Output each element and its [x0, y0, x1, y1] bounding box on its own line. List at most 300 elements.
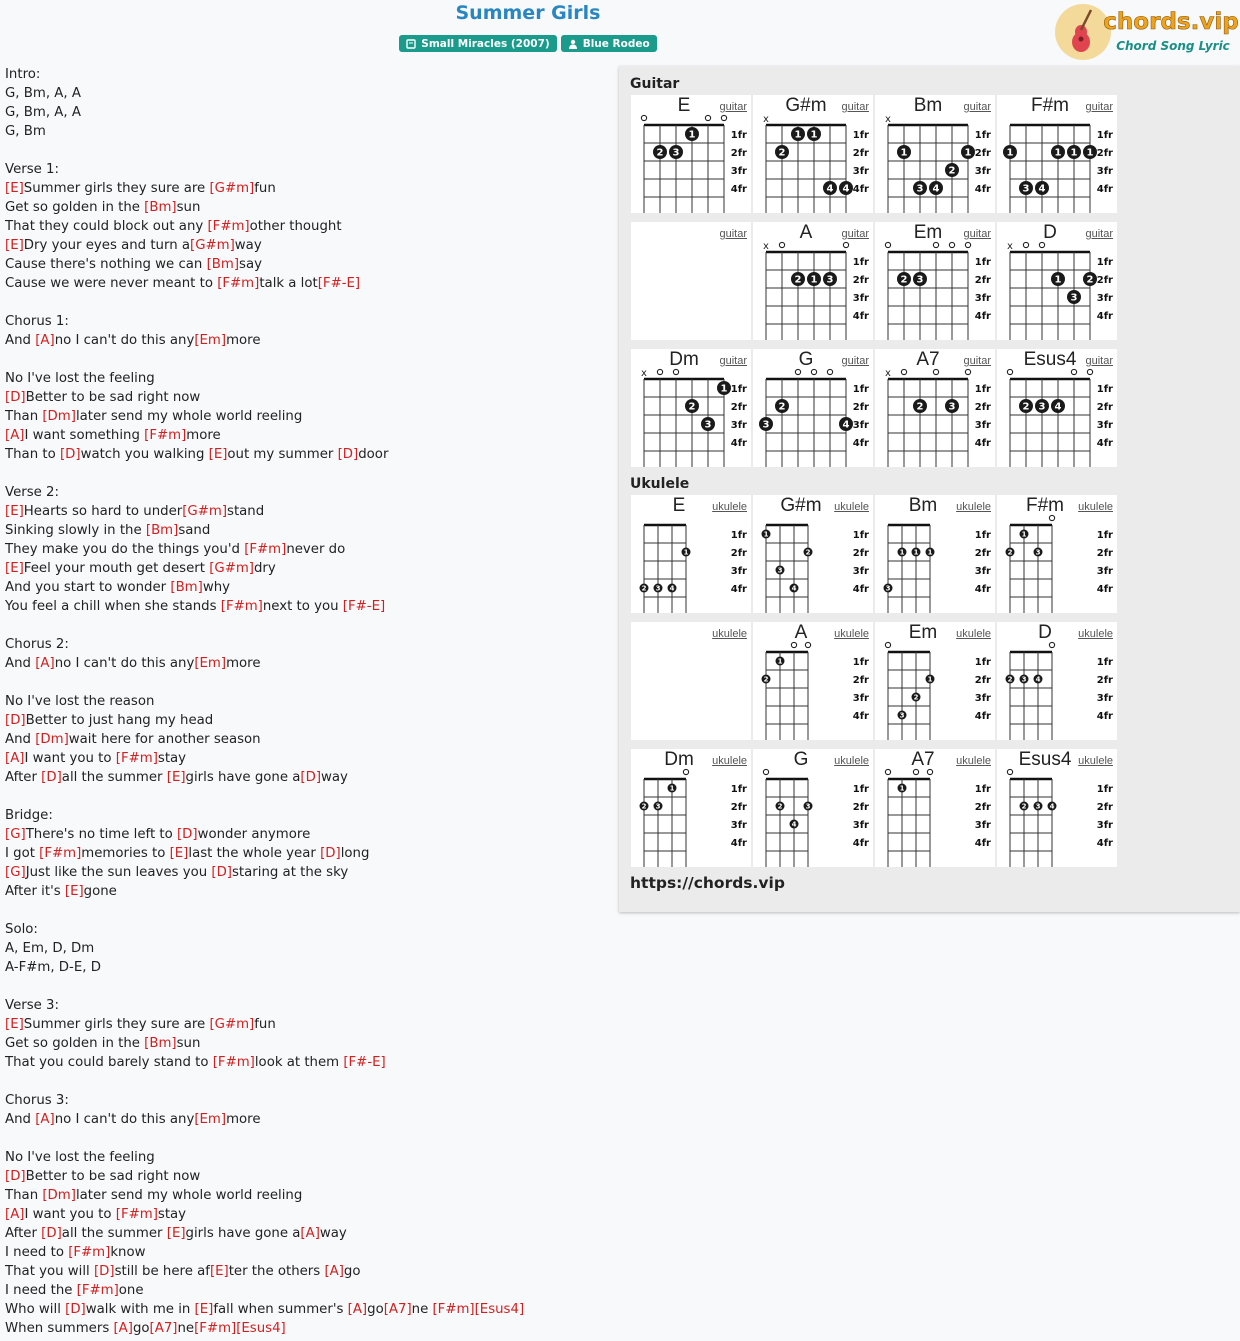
- lyric-text: Than: [5, 409, 43, 424]
- instrument-link[interactable]: ukulele: [1078, 501, 1113, 513]
- fret-label: 2fr: [730, 802, 747, 813]
- fret-label: 1fr: [1096, 657, 1113, 668]
- lyric-line: [5, 122, 610, 141]
- book-icon: [406, 39, 416, 49]
- instrument-link[interactable]: guitar: [841, 101, 869, 113]
- instrument-link[interactable]: ukulele: [834, 628, 869, 640]
- chord-marker[interactable]: [D]: [41, 770, 62, 785]
- chord-marker[interactable]: [D]: [337, 447, 359, 462]
- lyric-line: [5, 711, 610, 730]
- chord-marker[interactable]: [Bm]: [144, 1036, 177, 1051]
- lyric-text: go: [367, 1302, 384, 1317]
- lyric-text: Who will: [5, 1302, 66, 1317]
- svg-text:1: 1: [1086, 147, 1094, 159]
- fret-label: 4fr: [852, 711, 869, 722]
- chord-marker[interactable]: [D]: [176, 827, 198, 842]
- lyric-line: [5, 84, 610, 103]
- lyric-line: [5, 578, 610, 597]
- chord-marker[interactable]: [D]: [5, 1169, 26, 1184]
- lyric-text: And: [5, 1112, 36, 1127]
- finger-dot: [1006, 675, 1015, 684]
- lyric-line: [5, 1319, 610, 1338]
- instrument-link[interactable]: guitar: [963, 228, 991, 240]
- muted-string-marker: x: [885, 368, 891, 379]
- chord-marker[interactable]: [G#m]: [209, 561, 254, 576]
- chord-marker[interactable]: [Bm]: [206, 257, 240, 272]
- chord-marker[interactable]: [F#m]: [244, 542, 287, 557]
- finger-dot: [804, 548, 813, 557]
- fret-label: 3fr: [1096, 820, 1113, 831]
- chord-marker[interactable]: [E]: [5, 561, 24, 576]
- lyric-line: [5, 863, 610, 882]
- finger-dot: [839, 417, 853, 431]
- lyric-line: [5, 920, 610, 939]
- finger-dot: [884, 584, 893, 593]
- chord-marker[interactable]: [F#m]: [432, 1302, 475, 1317]
- fret-label: 4fr: [852, 584, 869, 595]
- finger-dot: [1051, 272, 1065, 286]
- chord-card[interactable]: [753, 622, 873, 740]
- chord-marker[interactable]: [D]: [65, 1302, 86, 1317]
- svg-text:2: 2: [777, 802, 783, 811]
- fret-label: 3fr: [852, 420, 869, 431]
- svg-text:3: 3: [948, 401, 956, 413]
- svg-text:2: 2: [1007, 675, 1013, 684]
- instrument-link[interactable]: ukulele: [1078, 628, 1113, 640]
- chord-card[interactable]: [997, 749, 1117, 867]
- svg-text:1: 1: [1021, 530, 1027, 539]
- chord-marker[interactable]: [A]: [35, 656, 55, 671]
- svg-text:4: 4: [1049, 802, 1055, 811]
- finger-dot: [1034, 675, 1043, 684]
- svg-text:3: 3: [1021, 675, 1027, 684]
- chord-card[interactable]: [875, 222, 995, 340]
- instrument-link[interactable]: ukulele: [712, 628, 747, 640]
- lyric-text: stay: [157, 1207, 187, 1222]
- lyric-line: [5, 635, 610, 654]
- chord-name: A: [799, 222, 813, 243]
- chord-marker[interactable]: [E]: [169, 846, 189, 861]
- chord-marker[interactable]: [A]: [113, 1321, 133, 1336]
- lyric-line: [5, 103, 610, 122]
- chord-marker[interactable]: [Dm]: [42, 1188, 76, 1203]
- lyric-text: Solo:: [5, 922, 38, 937]
- chord-card[interactable]: [631, 495, 751, 613]
- chord-marker[interactable]: [D]: [300, 770, 322, 785]
- chord-marker[interactable]: [F#m]: [217, 276, 260, 291]
- chord-name: A7: [916, 349, 940, 370]
- svg-text:1: 1: [964, 147, 972, 159]
- chord-marker[interactable]: [F#m]: [144, 428, 187, 443]
- chord-card[interactable]: [875, 495, 995, 613]
- instrument-link[interactable]: ukulele: [956, 755, 991, 767]
- finger-dot: [926, 548, 935, 557]
- lyric-line: [5, 597, 610, 616]
- fret-label: 1fr: [852, 130, 869, 141]
- instrument-link[interactable]: ukulele: [1078, 755, 1113, 767]
- svg-text:1: 1: [669, 784, 675, 793]
- finger-dot: [897, 272, 911, 286]
- chord-marker[interactable]: [E]: [5, 1017, 24, 1032]
- lyric-text: I want you to: [24, 1207, 116, 1222]
- chord-card[interactable]: [631, 349, 751, 467]
- svg-text:3: 3: [899, 711, 905, 720]
- chord-marker[interactable]: [E]: [64, 884, 84, 899]
- instrument-link[interactable]: ukulele: [712, 755, 747, 767]
- chord-marker[interactable]: [F#m]: [39, 846, 82, 861]
- fret-label: 3fr: [852, 293, 869, 304]
- chord-marker[interactable]: [F#m]: [207, 219, 250, 234]
- chord-card[interactable]: [997, 349, 1117, 467]
- site-url[interactable]: https://chords.vip: [630, 874, 785, 892]
- fret-label: 3fr: [730, 166, 747, 177]
- chord-marker[interactable]: [F#m]: [115, 751, 158, 766]
- svg-text:3: 3: [762, 419, 770, 431]
- lyric-text: fun: [254, 1017, 276, 1032]
- svg-text:4: 4: [791, 820, 797, 829]
- fret-label: 2fr: [974, 548, 991, 559]
- chord-marker[interactable]: [D]: [320, 846, 341, 861]
- site-logo[interactable]: [1054, 2, 1240, 62]
- lyric-text: Sinking slowly in the: [5, 523, 146, 538]
- lyric-text: way: [321, 770, 348, 785]
- chord-marker[interactable]: [F#m]: [212, 1055, 255, 1070]
- chord-marker[interactable]: [G#m]: [182, 504, 228, 519]
- lyric-text: Verse 2:: [5, 485, 59, 500]
- fret-label: 3fr: [730, 820, 747, 831]
- lyric-text: gone: [83, 884, 117, 899]
- chord-marker[interactable]: [Em]: [194, 1112, 227, 1127]
- chord-name: A7: [911, 749, 935, 770]
- chord-marker[interactable]: [A]: [347, 1302, 368, 1317]
- lyric-line: [5, 673, 610, 692]
- chord-marker[interactable]: [Dm]: [35, 732, 69, 747]
- lyric-text: next to you: [262, 599, 343, 614]
- instrument-link[interactable]: ukulele: [712, 501, 747, 513]
- finger-dot: [790, 584, 799, 593]
- chord-marker[interactable]: [D]: [41, 1226, 62, 1241]
- fret-label: 2fr: [1096, 402, 1113, 413]
- lyric-line: [5, 483, 610, 502]
- finger-dot: [1083, 272, 1097, 286]
- instrument-link[interactable]: ukulele: [956, 501, 991, 513]
- lyric-line: [5, 939, 610, 958]
- lyric-text: No I've lost the feeling: [5, 1150, 155, 1165]
- fret-label: 3fr: [974, 566, 991, 577]
- chord-card[interactable]: [631, 749, 751, 867]
- chord-marker[interactable]: [D]: [5, 713, 26, 728]
- fret-label: 2fr: [852, 675, 869, 686]
- chord-marker[interactable]: [G#m]: [190, 238, 235, 253]
- chord-marker[interactable]: [G#m]: [209, 181, 255, 196]
- finger-dot: [945, 163, 959, 177]
- chord-marker[interactable]: [Esus4]: [236, 1321, 286, 1336]
- lyric-text: out my summer: [227, 447, 338, 462]
- chord-marker[interactable]: [A]: [5, 1207, 25, 1222]
- chord-card[interactable]: [875, 749, 995, 867]
- fret-label: 2fr: [974, 675, 991, 686]
- lyric-line: [5, 616, 610, 635]
- finger-dot: [807, 272, 821, 286]
- chord-marker[interactable]: [E]: [194, 1302, 214, 1317]
- instrument-link[interactable]: guitar: [963, 101, 991, 113]
- fret-label: 2fr: [730, 548, 747, 559]
- finger-dot: [1034, 548, 1043, 557]
- finger-dot: [1051, 399, 1065, 413]
- svg-text:3: 3: [916, 183, 924, 195]
- chord-name: D: [1043, 222, 1057, 243]
- chord-marker[interactable]: [D]: [211, 865, 232, 880]
- svg-text:2: 2: [688, 401, 696, 413]
- chord-card[interactable]: [753, 222, 873, 340]
- chord-marker[interactable]: [Dm]: [42, 409, 76, 424]
- fret-label: 2fr: [974, 402, 991, 413]
- chord-card[interactable]: [753, 349, 873, 467]
- svg-text:4: 4: [1038, 183, 1046, 195]
- svg-text:1: 1: [1070, 147, 1078, 159]
- chord-marker[interactable]: [Em]: [194, 656, 227, 671]
- chord-card[interactable]: [875, 622, 995, 740]
- svg-text:3: 3: [1022, 183, 1030, 195]
- chord-marker[interactable]: [A]: [300, 1226, 320, 1241]
- chord-marker[interactable]: [Bm]: [170, 580, 203, 595]
- fret-label: 3fr: [852, 166, 869, 177]
- finger-dot: [839, 181, 853, 195]
- fret-label: 4fr: [1096, 184, 1113, 195]
- svg-text:1: 1: [927, 548, 933, 557]
- lyric-text: door: [358, 447, 389, 462]
- fret-label: 3fr: [974, 693, 991, 704]
- fret-label: 2fr: [1096, 148, 1113, 159]
- chord-marker[interactable]: [F#-E]: [343, 1055, 386, 1070]
- user-icon: [568, 39, 578, 49]
- finger-dot: [1019, 399, 1033, 413]
- lyric-line: [5, 1167, 610, 1186]
- lyric-text: way: [319, 1226, 347, 1241]
- lyric-text: later send my whole world reeling: [75, 409, 303, 424]
- fret-label: 3fr: [730, 420, 747, 431]
- svg-text:1: 1: [900, 147, 908, 159]
- lyric-text: Cause we were never meant to: [5, 276, 218, 291]
- finger-dot: [669, 145, 683, 159]
- chord-marker[interactable]: [A]: [35, 333, 55, 348]
- finger-dot: [1019, 181, 1033, 195]
- lyric-text: And: [5, 333, 36, 348]
- svg-text:2: 2: [916, 401, 924, 413]
- muted-string-marker: x: [1007, 241, 1013, 252]
- lyric-text: And you start to wonder: [5, 580, 171, 595]
- chord-marker[interactable]: [F#-E]: [342, 599, 386, 614]
- chord-marker[interactable]: [D]: [5, 390, 26, 405]
- chord-marker[interactable]: [E]: [166, 770, 186, 785]
- svg-text:1: 1: [913, 548, 919, 557]
- lyric-text: wonder anymore: [197, 827, 311, 842]
- instrument-link[interactable]: guitar: [1085, 101, 1113, 113]
- lyric-line: [5, 540, 610, 559]
- chord-marker[interactable]: [F#m]: [220, 599, 263, 614]
- chord-card[interactable]: [631, 95, 751, 213]
- chord-marker[interactable]: [A]: [5, 751, 25, 766]
- finger-dot: [1020, 802, 1029, 811]
- chord-marker[interactable]: [D]: [59, 447, 81, 462]
- lyric-line: [5, 806, 610, 825]
- svg-text:2: 2: [900, 274, 908, 286]
- album-name: Small Miracles (2007): [421, 37, 550, 50]
- finger-dot: [701, 417, 715, 431]
- fret-label: 1fr: [1096, 130, 1113, 141]
- lyric-text: go: [343, 1264, 361, 1279]
- chord-marker[interactable]: [D]: [93, 1264, 115, 1279]
- fret-label: 1fr: [974, 384, 991, 395]
- chord-card[interactable]: [753, 95, 873, 213]
- chord-marker[interactable]: [G#m]: [209, 1017, 255, 1032]
- chord-card[interactable]: [997, 222, 1117, 340]
- chord-card[interactable]: [875, 95, 995, 213]
- svg-text:2: 2: [763, 675, 769, 684]
- lyric-line: [5, 977, 610, 996]
- chord-marker[interactable]: [E]: [166, 1226, 186, 1241]
- album-badge[interactable]: [399, 35, 556, 52]
- lyric-line: [5, 350, 610, 369]
- chord-marker[interactable]: [F#m]: [194, 1321, 237, 1336]
- chord-marker[interactable]: [E]: [5, 181, 24, 196]
- svg-text:4: 4: [932, 183, 940, 195]
- lyric-text: Better to just hang my head: [25, 713, 214, 728]
- lyric-text: A-F#m, D-E, D: [5, 960, 101, 975]
- svg-text:1: 1: [899, 548, 905, 557]
- instrument-link[interactable]: guitar: [719, 101, 747, 113]
- chord-marker[interactable]: [E]: [208, 447, 228, 462]
- chord-marker[interactable]: [F#m]: [68, 1245, 111, 1260]
- lyric-text: no I can't do this any: [54, 656, 195, 671]
- instrument-link[interactable]: ukulele: [834, 501, 869, 513]
- chord-marker[interactable]: [G]: [5, 827, 26, 842]
- chord-card[interactable]: [997, 495, 1117, 613]
- lyric-line: [5, 445, 610, 464]
- instrument-link[interactable]: guitar: [841, 355, 869, 367]
- logo-tagline: Chord Song Lyric: [1116, 39, 1230, 53]
- chord-marker[interactable]: [F#m]: [115, 1207, 158, 1222]
- chord-card[interactable]: [753, 749, 873, 867]
- fret-label: 4fr: [1096, 438, 1113, 449]
- chord-marker[interactable]: [A]: [35, 1112, 55, 1127]
- instrument-link[interactable]: guitar: [1085, 355, 1113, 367]
- lyric-text: dry: [253, 561, 276, 576]
- finger-dot: [898, 784, 907, 793]
- fret-label: 1fr: [974, 657, 991, 668]
- artist-badge[interactable]: [561, 35, 657, 52]
- svg-text:2: 2: [641, 584, 647, 593]
- finger-dot: [762, 530, 771, 539]
- instrument-link[interactable]: ukulele: [834, 755, 869, 767]
- lyric-text: ter the others: [228, 1264, 325, 1279]
- instrument-link[interactable]: guitar: [719, 355, 747, 367]
- chord-marker[interactable]: [Bm]: [144, 200, 177, 215]
- finger-dot: [790, 820, 799, 829]
- fret-label: 4fr: [974, 311, 991, 322]
- chord-card-empty[interactable]: [631, 622, 751, 740]
- instrument-link[interactable]: guitar: [1085, 228, 1113, 240]
- chord-marker[interactable]: [F#-E]: [317, 276, 361, 291]
- finger-dot: [898, 711, 907, 720]
- lyric-text: one: [118, 1283, 144, 1298]
- fret-label: 2fr: [852, 802, 869, 813]
- lyric-text: no I can't do this any: [54, 333, 195, 348]
- chord-card[interactable]: [997, 622, 1117, 740]
- lyric-text: sun: [176, 200, 201, 215]
- lyric-text: all the summer: [61, 1226, 167, 1241]
- chord-card[interactable]: [875, 349, 995, 467]
- chord-name: A: [794, 622, 808, 643]
- chord-marker[interactable]: [A7]: [383, 1302, 412, 1317]
- chord-marker[interactable]: [Esus4]: [474, 1302, 525, 1317]
- chord-marker[interactable]: [E]: [5, 504, 24, 519]
- chord-marker[interactable]: [Bm]: [145, 523, 179, 538]
- finger-dot: [945, 399, 959, 413]
- svg-text:3: 3: [1070, 292, 1078, 304]
- finger-dot: [1067, 145, 1081, 159]
- muted-string-marker: x: [885, 114, 891, 125]
- chord-marker[interactable]: [E]: [5, 238, 24, 253]
- chord-marker[interactable]: [Em]: [194, 333, 227, 348]
- fret-label: 3fr: [974, 166, 991, 177]
- fret-label: 1fr: [852, 657, 869, 668]
- finger-dot: [804, 802, 813, 811]
- lyric-line: [5, 768, 610, 787]
- chord-marker[interactable]: [A7]: [149, 1321, 178, 1336]
- fret-label: 1fr: [730, 384, 747, 395]
- finger-dot: [1003, 145, 1017, 159]
- lyric-text: I need the: [5, 1283, 77, 1298]
- svg-text:2: 2: [805, 548, 811, 557]
- lyric-text: fall when summer's: [213, 1302, 348, 1317]
- lyric-text: G, Bm, A, A: [5, 86, 81, 101]
- chord-marker[interactable]: [E]: [209, 1264, 229, 1279]
- chord-card[interactable]: [997, 95, 1117, 213]
- lyric-text: more: [186, 428, 221, 443]
- instrument-link[interactable]: guitar: [963, 355, 991, 367]
- chord-marker[interactable]: [A]: [5, 428, 25, 443]
- fret-label: 1fr: [1096, 257, 1113, 268]
- lyric-text: G, Bm, A, A: [5, 105, 81, 120]
- chord-card[interactable]: [753, 495, 873, 613]
- lyric-text: stand: [227, 504, 265, 519]
- lyric-text: Dry your eyes and turn a: [23, 238, 191, 253]
- fret-label: 1fr: [1096, 530, 1113, 541]
- song-title: Summer Girls: [455, 2, 601, 24]
- svg-text:1: 1: [763, 530, 769, 539]
- instrument-link[interactable]: ukulele: [956, 628, 991, 640]
- svg-text:3: 3: [672, 147, 680, 159]
- lyric-text: They make you do the things you'd: [5, 542, 245, 557]
- chord-card-empty[interactable]: [631, 222, 751, 340]
- lyric-text: G, Bm: [5, 124, 46, 139]
- lyric-line: [5, 882, 610, 901]
- chord-marker[interactable]: [A]: [324, 1264, 344, 1279]
- instrument-link[interactable]: guitar: [719, 228, 747, 240]
- instrument-link[interactable]: guitar: [841, 228, 869, 240]
- finger-dot: [685, 399, 699, 413]
- chord-marker[interactable]: [F#m]: [76, 1283, 119, 1298]
- fret-label: 4fr: [852, 184, 869, 195]
- lyric-text: other thought: [249, 219, 342, 234]
- lyric-text: After: [5, 770, 42, 785]
- svg-text:1: 1: [810, 129, 818, 141]
- chord-marker[interactable]: [G]: [5, 865, 26, 880]
- svg-text:4: 4: [826, 183, 834, 195]
- fret-label: 1fr: [974, 530, 991, 541]
- finger-dot: [1006, 548, 1015, 557]
